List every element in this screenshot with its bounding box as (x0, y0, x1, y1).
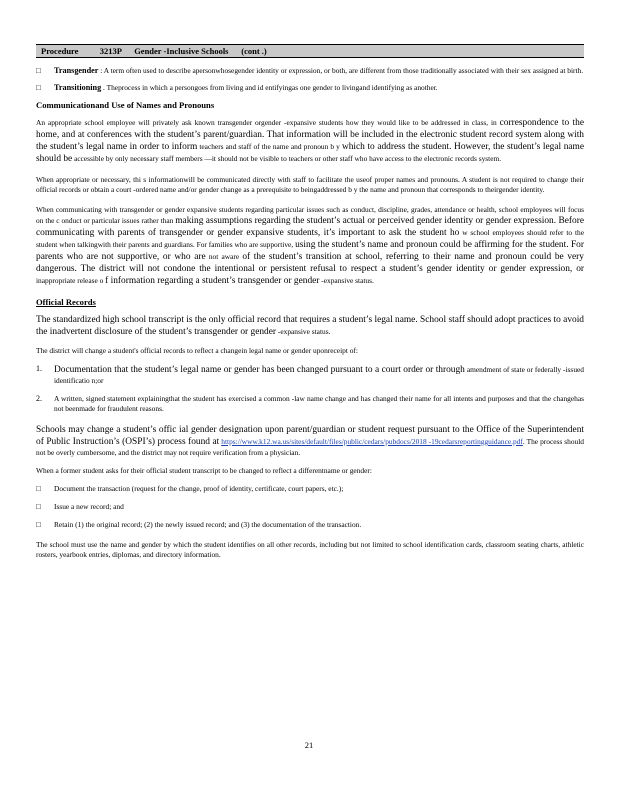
bullet-text: Document the transaction (request for the change, proof of identity, certificate, court papers, etc.); (54, 484, 344, 493)
procedure-label: Procedure (41, 46, 79, 56)
paragraph-communication-1 (36, 117, 584, 165)
text-run: Documentation that the student’s legal name or gender has been changed pursuant to a court order or through (54, 365, 465, 375)
text-run: -expansive status. (321, 276, 374, 285)
bullet-item (36, 484, 584, 494)
paragraph-communication-3 (36, 205, 584, 287)
numbered-item-2 (36, 394, 584, 414)
text-run: making assumptions regarding the student’s actual or perceived gender identity or gender expression. Before communicating with parents of transgender or gender expansive students, it’s important to ask the student ho (36, 216, 584, 238)
document-page (36, 44, 584, 560)
definition-transitioning (36, 83, 584, 93)
definition-transgender (36, 66, 584, 76)
text-run: The standardized high school transcript is the only official record that requires a student’s legal name. School staff should adopt practices to avoid the inadvertent disclosure of the student’s transgender or gender (36, 315, 584, 337)
paragraph-records-1 (36, 314, 584, 338)
text-run: When communicating with transgender or gender expansive students regarding particular issues such as conduct, discipline, grades, attendance or health, school employees will focus on the c onduct or particular issues rather than (36, 205, 584, 225)
ospi-guidance-link[interactable]: https://www.k12.wa.us/sites/default/files/public/cedars/pubdocs/2018 -19cedarsreportingguidance.pdf (221, 437, 523, 446)
bullet-box-icon: □ (36, 520, 41, 529)
numbered-item-1 (36, 364, 584, 386)
text-run: of the student’s transition at school, referring to their name and pronoun could be very dangerous. The district will not condone the intentional or persistent refusal to respect a student’s gender identity or gender expression, or (36, 252, 584, 274)
text-run: An appropriate school employee will privately ask known transgender orgender -expansive students how they would like to be addressed in class, in (36, 118, 497, 127)
text-run: inappropriate release o (36, 276, 104, 285)
text-run: not aware (208, 252, 240, 261)
bullet-box-icon: □ (36, 484, 41, 493)
definition-text: . Theprocess in which a persongoes from living and id entifyingas one gender to livingand identifying as another. (103, 83, 438, 92)
bullet-item (36, 520, 584, 530)
text-run: A written, signed statement explainingthat the student has exercised a common -law name change and has changed their name for all intents and purposes and that the changehas not beenmade for fraudulent reasons. (54, 394, 584, 413)
text-run: f information regarding a student’s transgender or gender (105, 276, 320, 286)
definition-term: Transitioning (54, 83, 102, 92)
definition-term: Transgender (54, 66, 99, 75)
paragraph-records-2: The district will change a student's official records to reflect a changein legal name or gender uponreceipt of: (36, 346, 358, 355)
bullet-box-icon: □ (36, 83, 41, 92)
paragraph-records-5: The school must use the name and gender by which the student identifies on all other records, including but not limited to school identification cards, classroom seating charts, athletic rosters, yearbook entries, diplomas, and directory information. (36, 540, 584, 559)
section-heading-official-records: Official Records (36, 297, 96, 307)
item-number: 2. (36, 394, 42, 403)
text-run: using the student’s name and pronoun could be affirming for the student. For parents who are not supportive, or who are (36, 240, 584, 262)
text-run: amendment of state or federally -issued identificatio n;or (54, 365, 584, 385)
bullet-item (36, 502, 584, 512)
text-run: Schools may change a student’s offic ial gender designation upon parent/guardian or student request pursuant to the Office of the Superintendent of Public Instruction’s (OSPI’s) process found at (36, 425, 584, 447)
text-run: w school employees should refer to the student when talkingwith their parents and guardians. For families who are supportive, (36, 228, 584, 249)
bullet-box-icon: □ (36, 66, 41, 75)
bullet-box-icon: □ (36, 502, 41, 511)
procedure-cont: (cont .) (241, 46, 267, 56)
paragraph-communication-2: When appropriate or necessary, thi s informationwill be communicated directly with staff to facilitate the useof proper names and pronouns. A student is not required to change their official records or obtain a court -ordered name and/or gender change as a prerequisite to beingaddressed b y the name and pronoun that corresponds to theirgender identity. (36, 175, 584, 194)
item-number: 1. (36, 364, 42, 373)
procedure-header-bar (36, 44, 584, 58)
bullet-text: Retain (1) the original record; (2) the newly issued record; and (3) the documentation of the transaction. (54, 520, 362, 529)
bullet-text: Issue a new record; and (54, 502, 124, 511)
text-run: . The process should not be overly cumbersome, and the district may not require verification from a physician. (36, 437, 584, 457)
paragraph-records-3 (36, 424, 584, 458)
procedure-title: Gender -Inclusive Schools (134, 46, 229, 56)
definition-text: : A term often used to describe apersonwhosegender identity or expression, or both, are different from those traditionally associated with their sex assigned at birth. (100, 66, 584, 75)
section-heading-communication: Communicationand Use of Names and Pronouns (36, 100, 215, 110)
text-run: teachers and staff of the name and pronoun b y (199, 142, 340, 151)
text-run: which to address the student. However, the student’s legal name should be (36, 142, 584, 164)
text-run: accessible by only necessary staff members —it should not be visible to teachers or other staff who have access to the electronic records system. (74, 154, 502, 163)
text-run: correspondence to the home, and at conferences with the student’s parent/guardian. That information will be included in the electronic student record system along with the student’s legal name in order to inform (36, 118, 584, 152)
page-number: 21 (304, 740, 314, 750)
procedure-code: 3213P (99, 46, 122, 56)
paragraph-records-4: When a former student asks for their official student transcript to be changed to reflect a differentname or gender: (36, 466, 372, 475)
text-run: -expansive status. (277, 327, 331, 336)
